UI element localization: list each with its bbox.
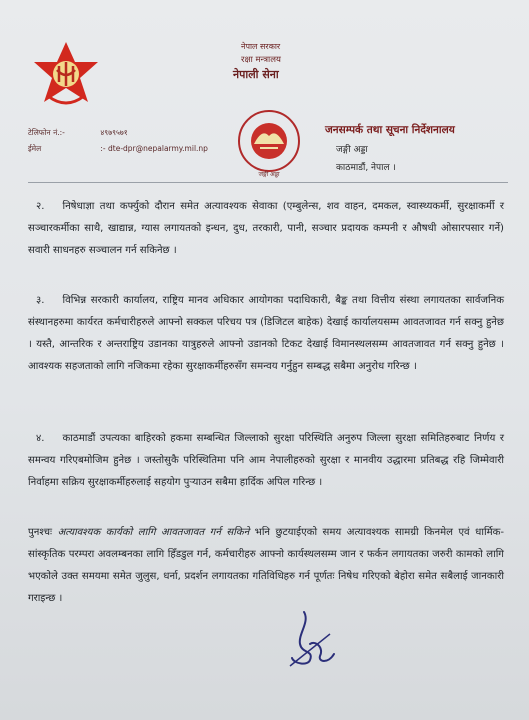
seal-motto: जङ्गी अड्डा: [258, 171, 280, 178]
phone-label: टेलिफोन नं.:-: [28, 128, 65, 137]
header-divider: [28, 182, 508, 183]
paragraph-3-text: विभिन्न सरकारी कार्यालय, राष्ट्रिय मानव अधिकार आयोगका पदाधिकारी, बैङ्क तथा वित्तीय संस्था लगायतका सार्वजनिक संस्थानहरुमा कार्यरत कर्मचारीहरुले आफ्नो सक्कल परिचय पत्र (डिजिटल बाहेक) देखाई कार्यालयसम्म आवतजावत गर्न सक्नु हुनेछ । यस्तै, आन्तरिक र अन्तराष्ट्रिय उडानका यात्रुहरुले आफ्नो उडानको टिकट देखाई विमानस्थलसम्म आवतजावत गर्न सक्नु हुनेछ । आवश्यक सहजताको लागि नजिकमा रहेका सुरक्षाकर्मीहरुसँग समन्वय गर्नुहुन सम्बद्ध सबैमा अनुरोध गरिन्छ ।: [28, 295, 504, 372]
ministry-name: रक्षा मन्त्रालय: [241, 55, 281, 65]
directorate-name: जनसम्पर्क तथा सूचना निर्देशनालय: [325, 124, 455, 136]
phone-line: [28, 128, 128, 138]
directorate-seal: [232, 106, 306, 180]
paragraph-4-number: ४.: [36, 433, 45, 444]
paragraph-3-number: ३.: [36, 295, 45, 306]
paragraph-2-number: २.: [36, 201, 45, 212]
nepal-government-emblem: [28, 40, 104, 116]
postscript: [28, 522, 504, 610]
army-name: नेपाली सेना: [233, 68, 279, 81]
paragraph-3: [28, 290, 504, 378]
email-label: ईमेल: [28, 144, 42, 153]
government-name: नेपाल सरकार: [241, 42, 281, 51]
postscript-text: भनि छुटयाईएको समय अत्यावश्यक सामग्री किनमेल एवं धार्मिक-सांस्कृतिक परम्परा अवलम्बनका लागि हिँडडुल गर्न, कर्मचारीहरु आफ्नो कार्यस्थलसम्म जान र फर्कन लगायतका जरुरी कामको लागि भएकोले उक्त समयमा समेत जुलुस, धर्ना, प्रदर्शन लगायतका गतिविधिहरु गर्न पूर्णतः निषेध गरिएको बेहोरा समेत सबैलाई जानकारी गराइन्छ ।: [28, 527, 505, 604]
paragraph-4: [28, 428, 504, 494]
paragraph-2: [28, 196, 504, 262]
email-address: :- dte-dpr@nepalarmy.mil.np: [100, 144, 208, 153]
paragraph-4-text: काठमाडौं उपत्यका बाहिरको हकमा सम्बन्धित जिल्लाको सुरक्षा परिस्थिति अनुरुप जिल्ला सुरक्षा समितिहरुबाट निर्णय र समन्वय गरिएबमोजिम हुनेछ । जस्तोसुकै परिस्थितिमा पनि आम नेपालीहरुको सुरक्षा र मानवीय उद्धारमा प्रतिबद्ध रहि जिम्मेवारी निर्वाहमा सक्रिय सुरक्षाकर्मीहरुलाई सहयोग पुऱ्याउन सबैमा हार्दिक अपिल गरिन्छ ।: [28, 433, 504, 488]
phone-number: ४९७९५७१: [100, 128, 128, 137]
address-line-2: काठमाडौं, नेपाल ।: [336, 163, 396, 173]
address-line-1: जङ्गी अड्डा: [336, 145, 368, 155]
email-line: [28, 144, 208, 154]
paragraph-2-text: निषेधाज्ञा तथा कर्फ्युको दौरान समेत अत्यावश्यक सेवाका (एम्बुलेन्स, शव वाहन, दमकल, स्वास्थ्यकर्मी, सुरक्षाकर्मी र सञ्चारकर्मीका साथै, खाद्यान्न, ग्यास लगायतको इन्धन, दुध, तरकारी, पानी, सञ्चार प्रदायक कम्पनी र औषधी ओसारपसार गर्ने) सवारी साधनहरु सञ्चालन गर्न सकिनेछ ।: [28, 201, 504, 256]
postscript-lead: पुनश्चः: [28, 527, 53, 538]
handwritten-signature: [280, 604, 342, 674]
postscript-italic: अत्यावश्यक कार्यको लागि आवतजावत गर्न सकिने: [57, 527, 250, 538]
